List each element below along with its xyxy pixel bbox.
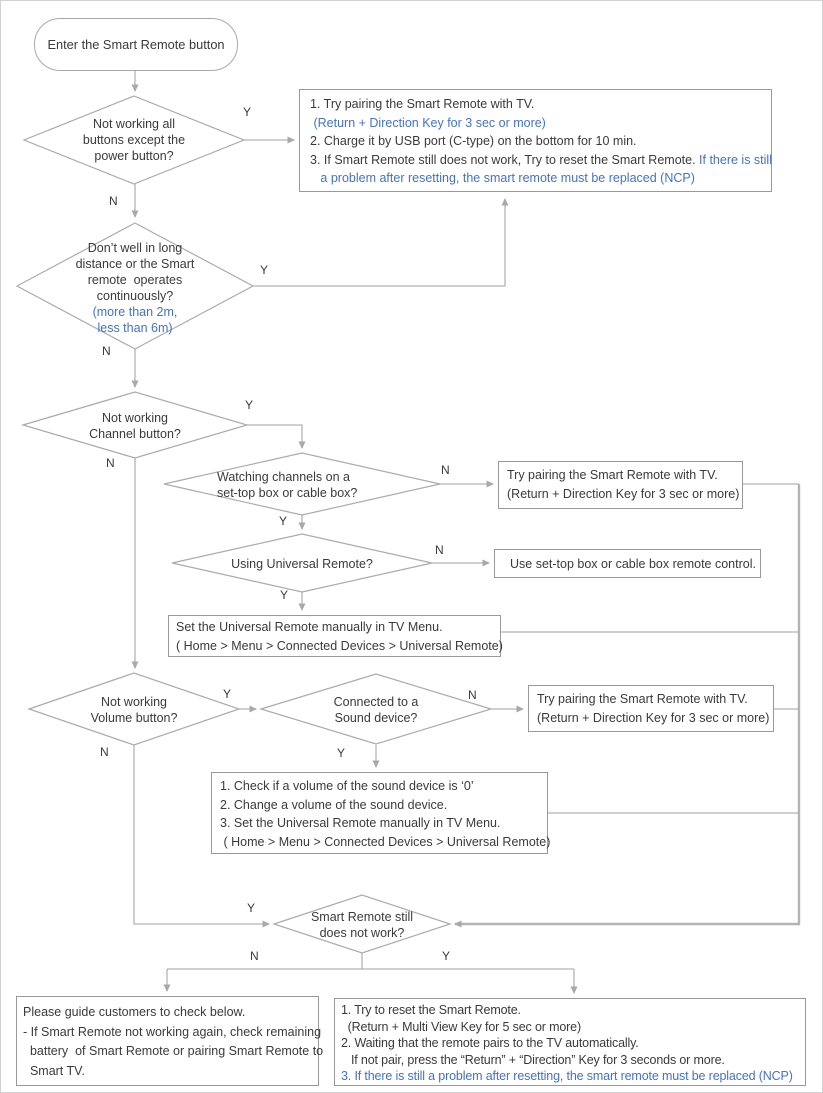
box-use-settop-remote: Use set-top box or cable box remote control. xyxy=(494,549,761,578)
label-d2-yes: Y xyxy=(260,263,269,277)
label-d2-no: N xyxy=(102,344,111,358)
decision-all-buttons-text: Not working all buttons except the power button? xyxy=(82,117,186,163)
decision-settop-text: Watching channels on a set-top box or cable box? xyxy=(217,470,358,500)
label-d4-yes: Y xyxy=(279,514,288,528)
label-d7-no: N xyxy=(468,688,477,702)
decision-channel-text: Not working Channel button? xyxy=(89,411,181,441)
label-d8-left-yes: Y xyxy=(247,901,256,915)
label-d5-yes: Y xyxy=(280,588,289,602)
start-label: Enter the Smart Remote button xyxy=(47,37,225,52)
decision-universal-text: Using Universal Remote? xyxy=(231,557,373,571)
label-d3-yes: Y xyxy=(245,398,254,412)
label-d6-yes: Y xyxy=(223,687,232,701)
label-d7-yes: Y xyxy=(337,746,346,760)
label-d6-no: N xyxy=(100,745,109,759)
label-d5-no: N xyxy=(435,543,444,557)
connector-d3-yes xyxy=(247,425,302,448)
box-pair-volume: Try pairing the Smart Remote with TV. (Return + Direction Key for 3 sec or more) xyxy=(528,685,774,732)
decision-volume-text: Not working Volume button? xyxy=(90,695,178,725)
label-d3-no: N xyxy=(106,456,115,470)
connector-d2-yes xyxy=(253,199,505,286)
decision-distance-text: Don’t well in long distance or the Smart remote operates continuously? (more than 2m, less than 6m) xyxy=(75,241,195,335)
box-pair-charge-reset: 1. Try pairing the Smart Remote with TV. (Return + Direction Key for 3 sec or more) 2. Charge it by USB port (C-type) on the bottom for 10 min. 3. If Smart Remote still does not work, Try to reset the Smart Remote. If there is still a problem after resetting, the smart remote must be replaced (NCP) xyxy=(299,89,772,192)
label-d4-no: N xyxy=(441,463,450,477)
label-d8-yes: Y xyxy=(442,949,451,963)
box-volume-check: 1. Check if a volume of the sound device is ‘0’ 2. Change a volume of the sound device. 3. Set the Universal Remote manually in TV Menu. ( Home > Menu > Connected Devices > Universal Remote) xyxy=(211,772,548,854)
decision-still-not-work-text: Smart Remote still does not work? xyxy=(310,910,414,940)
box-pair-channel: Try pairing the Smart Remote with TV. (Return + Direction Key for 3 sec or more) xyxy=(498,461,743,509)
label-d1-no: N xyxy=(109,194,118,208)
decision-sound-text: Connected to a Sound device? xyxy=(333,695,419,725)
label-d1-yes: Y xyxy=(243,105,252,119)
box-set-universal-remote: Set the Universal Remote manually in TV Menu. ( Home > Menu > Connected Devices > Universal Remote) xyxy=(168,615,501,657)
start-terminator xyxy=(34,18,238,71)
box-guide-customers: Please guide customers to check below. - If Smart Remote not working again, check remaining battery of Smart Remote or pairing Smart Remote to Smart TV. xyxy=(16,996,319,1086)
box-reset-remote: 1. Try to reset the Smart Remote. (Return + Multi View Key for 5 sec or more) 2. Waiting that the remote pairs to the TV automatically. If not pair, press the “Return” + “Direction” Key for 3 seconds or more. 3. If there is still a problem after resetting, the smart remote must be replaced (NCP) xyxy=(334,998,806,1086)
label-d8-no: N xyxy=(250,949,259,963)
